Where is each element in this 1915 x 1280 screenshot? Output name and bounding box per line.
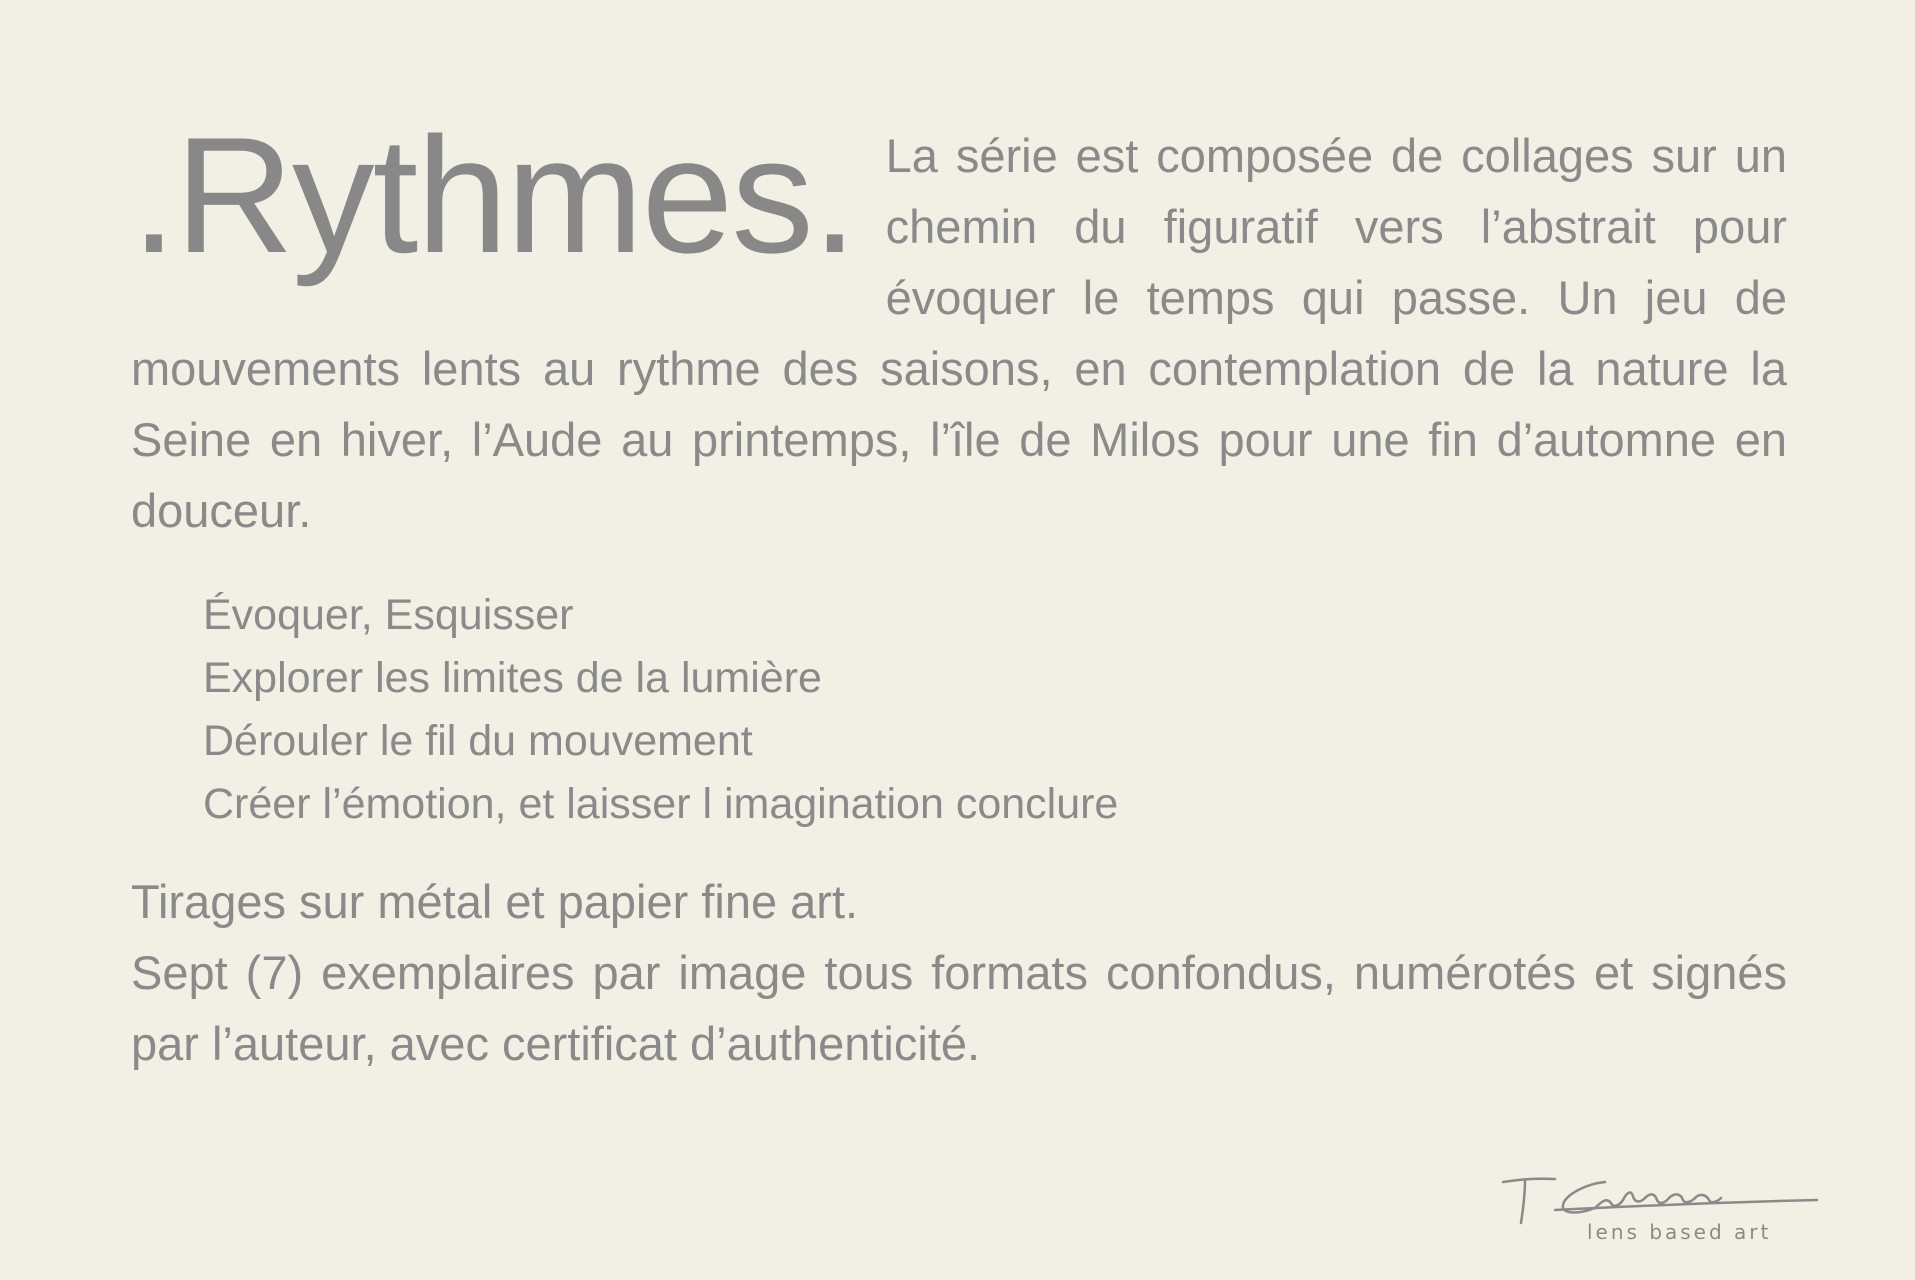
intent-list: [203, 584, 1787, 836]
editions-info: [131, 866, 1787, 1079]
artist-signature: [1495, 1170, 1825, 1255]
intro-paragraph: [131, 103, 1787, 546]
document-title: .Rythmes.: [131, 103, 856, 287]
list-item: Dérouler le fil du mouvement: [203, 717, 753, 765]
document-body: [131, 103, 1787, 1079]
list-item: Créer l’émotion, et laisser l imagination conclure: [203, 780, 1119, 828]
editions-line: Sept (7) exemplaires par image tous formats confondus, numérotés et signés par l’auteur, avec certificat d’authenticité.: [131, 946, 1787, 1070]
editions-line: Tirages sur métal et papier fine art.: [131, 875, 859, 928]
intro-text: La série est composée de collages sur un chemin du figuratif vers l’abstrait pour évoquer le temps qui passe. Un jeu de mouvements lents au rythme des saisons, en contemplation de la nature la Seine en hiver, l’Aude au printemps, l’île de Milos pour une fin d’automne en douceur.: [131, 129, 1787, 537]
list-item: Explorer les limites de la lumière: [203, 654, 822, 702]
signature-tagline: lens based art: [1587, 1220, 1772, 1244]
list-item: Évoquer, Esquisser: [203, 591, 574, 639]
